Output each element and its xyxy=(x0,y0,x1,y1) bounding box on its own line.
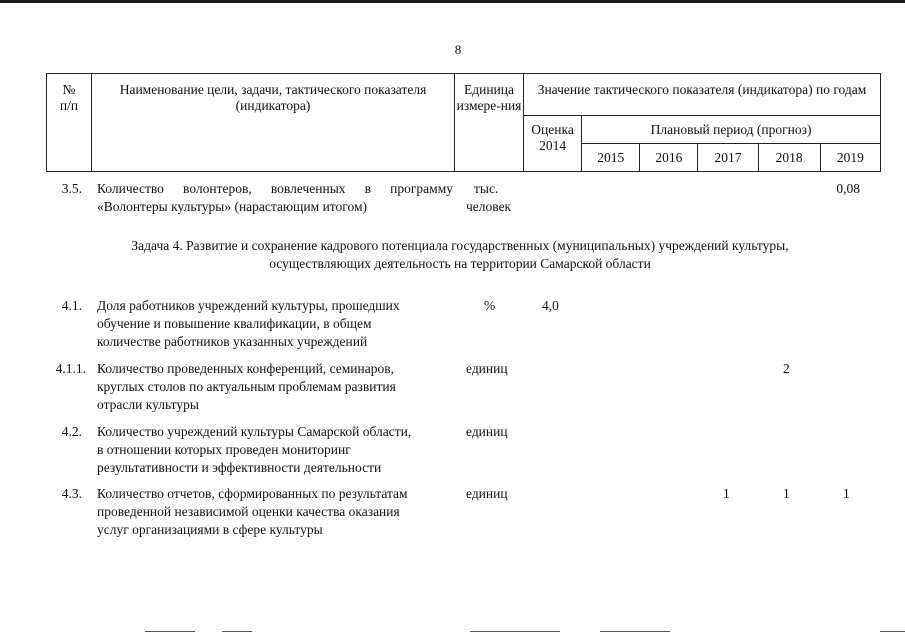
header-table xyxy=(46,73,881,172)
row-4-1-1-name-3: отрасли культуры xyxy=(97,397,199,412)
col-estimate: Оценка 2014 xyxy=(524,116,582,172)
task-4-heading xyxy=(60,237,860,273)
col-year-2017: 2017 xyxy=(698,144,758,172)
row-4-3-num: 4.3. xyxy=(61,486,82,501)
row-4-3-name-3: услуг организациями в сфере культуры xyxy=(97,522,323,537)
row-4-1-1-unit: единиц xyxy=(466,361,508,376)
row-3-5-name-1: Количество волонтеров, вовлеченных в программу xyxy=(97,181,453,196)
row-4-2-name-1: Количество учреждений культуры Самарской области, xyxy=(97,424,412,439)
row-3-5-v2019: 0,08 xyxy=(836,181,860,196)
row-4-1-name-1: Доля работников учреждений культуры, прошедших xyxy=(97,298,400,313)
col-year-2019: 2019 xyxy=(820,144,880,172)
row-3-5-unit-1: тыс. xyxy=(474,181,499,196)
scan-artifact xyxy=(470,631,560,632)
col-plan: Плановый период (прогноз) xyxy=(582,116,881,144)
row-4-1-name-2: обучение и повышение квалификации, в общем xyxy=(97,316,372,331)
row-3-5-name-2: «Волонтеры культуры» (нарастающим итогом) xyxy=(97,199,367,214)
task-4-line-1: Задача 4. Развитие и сохранение кадрового потенциала государственных (муниципальных) учреждений культуры, xyxy=(131,238,789,253)
row-4-1-1-name-1: Количество проведенных конференций, семинаров, xyxy=(97,361,394,376)
col-year-2015: 2015 xyxy=(582,144,640,172)
col-name: Наименование цели, задачи, тактического показателя (индикатора) xyxy=(92,74,455,172)
row-4-2-num: 4.2. xyxy=(61,424,82,439)
row-4-1-name-3: количестве работников указанных учреждений xyxy=(97,334,368,349)
row-4-3-v2017: 1 xyxy=(723,486,730,501)
row-4-3-name-1: Количество отчетов, сформированных по результатам xyxy=(97,486,408,501)
row-4-1-v2014: 4,0 xyxy=(542,298,559,313)
row-4-3-name-2: проведенной независимой оценки качества оказания xyxy=(97,504,400,519)
row-4-2-unit: единиц xyxy=(466,424,508,439)
col-year-2018: 2018 xyxy=(758,144,820,172)
row-4-2-name-3: результативности и эффективности деятельности xyxy=(97,460,382,475)
row-4-1-1-v2018: 2 xyxy=(783,361,790,376)
scan-artifact xyxy=(880,631,905,632)
page-number: 8 xyxy=(454,42,462,57)
row-4-3-unit: единиц xyxy=(466,486,508,501)
task-4-line-2: осуществляющих деятельность на территории Самарской области xyxy=(269,256,651,271)
scan-artifact xyxy=(222,631,252,632)
row-4-1-1-name-2: круглых столов по актуальным проблемам развития xyxy=(97,379,396,394)
scan-border xyxy=(0,0,905,3)
col-value: Значение тактического показателя (индикатора) по годам xyxy=(524,74,881,116)
row-3-5-unit-2: человек xyxy=(466,199,512,214)
col-unit: Единица измере-ния xyxy=(455,74,524,172)
row-3-5-num: 3.5. xyxy=(61,181,82,196)
row-4-1-unit: % xyxy=(484,298,496,313)
row-4-3-v2018: 1 xyxy=(783,486,790,501)
row-4-2-name-2: в отношении которых проведен мониторинг xyxy=(97,442,351,457)
row-4-1-num: 4.1. xyxy=(61,298,82,313)
scan-artifact xyxy=(600,631,670,632)
row-4-1-1-num: 4.1.1. xyxy=(55,361,86,376)
row-4-3-v2019: 1 xyxy=(843,486,850,501)
scan-artifact xyxy=(145,631,195,632)
col-num: № п/п xyxy=(47,74,92,172)
col-year-2016: 2016 xyxy=(640,144,698,172)
